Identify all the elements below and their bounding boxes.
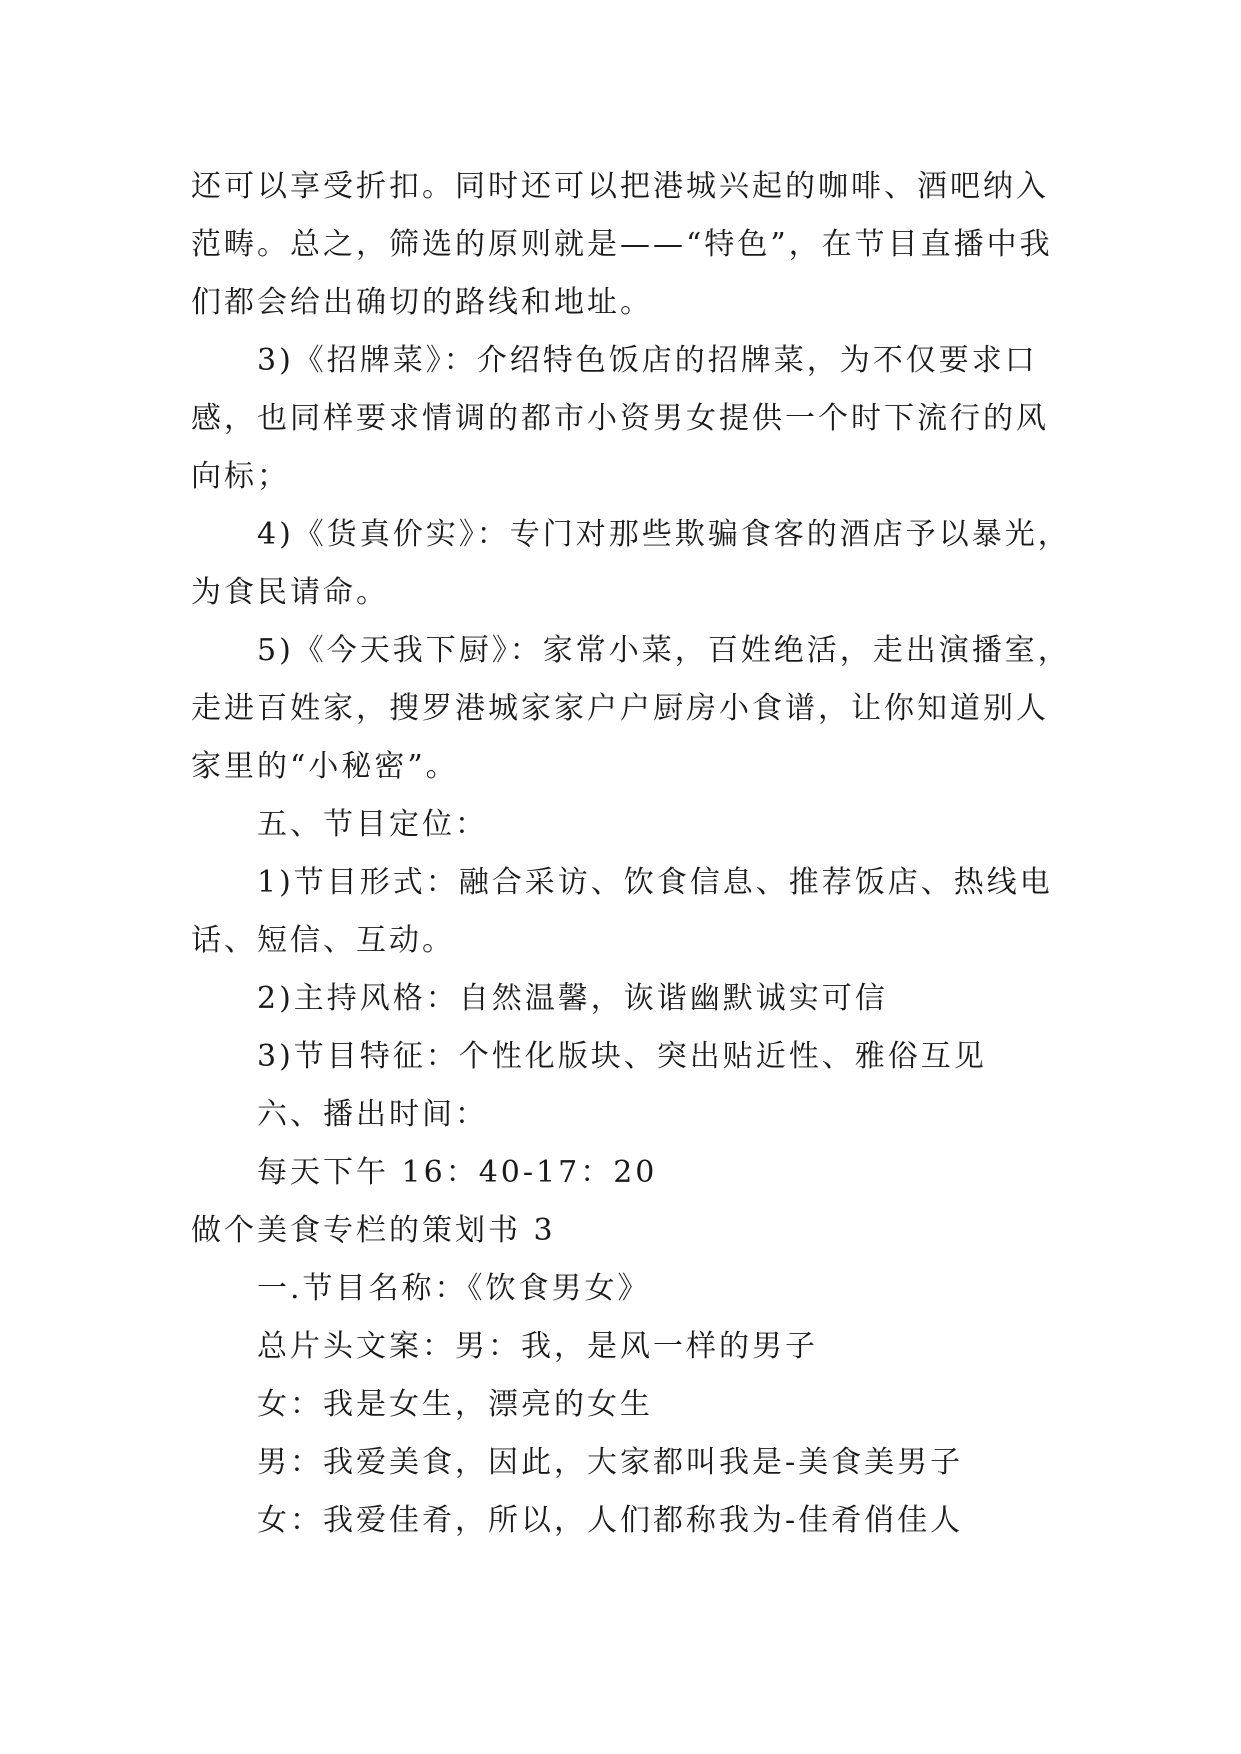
paragraph-opening-copy: 总片头文案：男：我，是风一样的男子 [257, 1329, 818, 1364]
paragraph-program-name: 一.节目名称：《饮食男女》 [257, 1271, 651, 1306]
paragraph-program-features: 3)节目特征：个性化版块、突出贴近性、雅俗互见 [257, 1039, 987, 1074]
paragraph-host-style: 2)主持风格：自然温馨，诙谐幽默诚实可信 [257, 981, 888, 1016]
section-heading-positioning: 五、节目定位： [257, 807, 488, 842]
section-heading-airtime: 六、播出时间： [257, 1097, 488, 1132]
paragraph-cook-today: 5)《今天我下厨》：家常小菜，百姓绝活，走出演播室，走进百姓家，搜罗港城家家户户厨房小食谱，让你知道别人家里的“小秘密”。 [191, 633, 1071, 784]
document-section-title: 做个美食专栏的策划书 3 [191, 1213, 556, 1248]
paragraph-dialogue-female-1: 女：我是女生，漂亮的女生 [257, 1387, 653, 1422]
paragraph-continued-screening: 还可以享受折扣。同时还可以把港城兴起的咖啡、酒吧纳入范畴。总之，筛选的原则就是——“特色”，在节目直播中我们都会给出确切的路线和地址。 [191, 169, 1053, 320]
paragraph-genuine-goods: 4)《货真价实》：专门对那些欺骗食客的酒店予以暴光，为食民请命。 [191, 517, 1071, 610]
document-body [191, 158, 1071, 1550]
paragraph-dialogue-female-2: 女：我爱佳肴，所以，人们都称我为-佳肴俏佳人 [257, 1503, 964, 1538]
paragraph-dialogue-male-2: 男：我爱美食，因此，大家都叫我是-美食美男子 [257, 1445, 964, 1480]
paragraph-program-format: 1)节目形式：融合采访、饮食信息、推荐饭店、热线电话、短信、互动。 [191, 865, 1053, 958]
paragraph-signature-dish: 3)《招牌菜》：介绍特色饭店的招牌菜，为不仅要求口感，也同样要求情调的都市小资男女提供一个时下流行的风向标； [191, 343, 1049, 494]
paragraph-airtime-value: 每天下午 16：40-17：20 [257, 1155, 658, 1190]
